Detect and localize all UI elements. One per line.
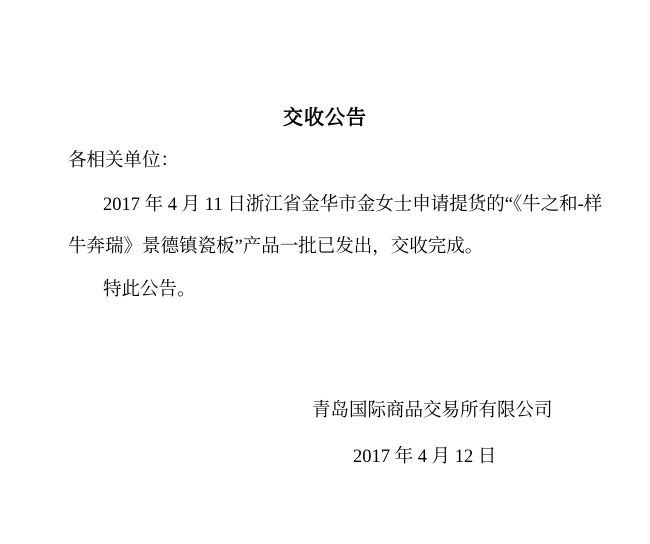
body-line-2: 牛奔瑞》景德镇瓷板”产品一批已发出，交收完成。 bbox=[68, 237, 484, 257]
announcement-title: 交收公告 bbox=[283, 107, 367, 129]
signature-date: 2017 年 4 月 12 日 bbox=[353, 447, 497, 467]
body-line-1: 2017 年 4 月 11 日浙江省金华市金女士申请提货的“《牛之和-样 bbox=[103, 195, 603, 215]
salutation-text: 各相关单位： bbox=[68, 151, 180, 171]
closing-text: 特此公告。 bbox=[103, 280, 196, 300]
signature-company-name: 青岛国际商品交易所有限公司 bbox=[312, 401, 553, 421]
